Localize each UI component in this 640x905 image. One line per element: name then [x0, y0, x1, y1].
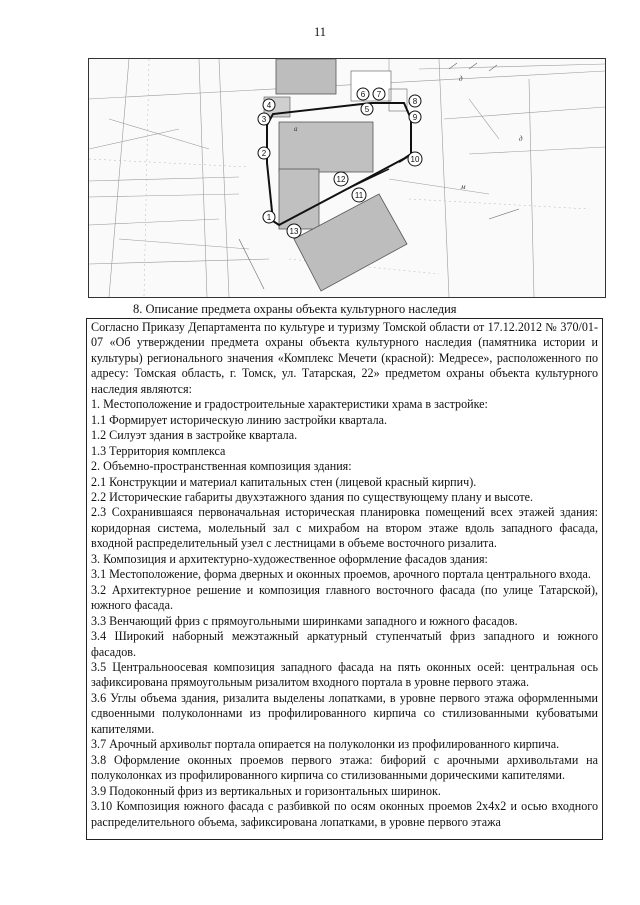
svg-text:13: 13	[289, 227, 299, 236]
svg-text:6: 6	[360, 90, 366, 99]
site-plan-map	[88, 58, 606, 298]
page-number: 11	[313, 25, 327, 39]
plan-label-d1: д	[459, 75, 463, 83]
marker-6	[357, 88, 369, 100]
marker-11	[352, 188, 366, 202]
marker-9	[409, 111, 421, 123]
plan-label-d2: д	[519, 135, 523, 143]
list-item: 3.6 Углы объема здания, ризалита выделены лопатками, в уровне первого этажа оформленными сдвоенными полуколоннами из профилированного кирпича со стилизованными кубоватыми капителями.	[91, 690, 598, 736]
list-item: 1. Местоположение и градостроительные характеристики храма в застройке:	[91, 397, 488, 412]
list-item: 1.2 Силуэт здания в застройке квартала.	[91, 428, 298, 443]
marker-12	[334, 172, 348, 186]
list-item: 3.9 Подоконный фриз из вертикальных и горизонтальных ширинок.	[91, 783, 441, 798]
plan-label-a: a	[294, 125, 298, 133]
protection-subject-box	[86, 318, 603, 840]
svg-text:1: 1	[266, 213, 272, 222]
list-item: 3. Композиция и архитектурно-художественное оформление фасадов здания:	[91, 551, 488, 566]
marker-2	[258, 147, 270, 159]
svg-text:5: 5	[364, 105, 370, 114]
list-item: 3.7 Арочный архивольт портала опирается на полуколонки из профилированного кирпича.	[91, 737, 560, 752]
list-item: 1.1 Формирует историческую линию застройки квартала.	[91, 412, 388, 427]
marker-3	[258, 113, 270, 125]
marker-13	[287, 224, 301, 238]
list-item: 3.2 Архитектурное решение и композиция главного восточного фасада (по улице Татарской), южного фасада.	[91, 582, 598, 613]
list-item: 2.2 Исторические габариты двухэтажного здания по существующему плану и высоте.	[91, 489, 534, 504]
svg-text:11: 11	[354, 191, 364, 200]
section-heading: 8. Описание предмета охраны объекта культурного наследия	[133, 302, 457, 316]
list-item: 2. Объемно-пространственная композиция здания:	[91, 459, 352, 474]
marker-7	[373, 88, 385, 100]
svg-text:8: 8	[412, 97, 418, 106]
list-item: 2.1 Конструкции и материал капитальных стен (лицевой красный кирпич).	[91, 474, 477, 489]
list-item: 3.5 Центральноосевая композиция западного фасада на пять оконных осей: центральная ось зафиксирована прямоугольным ризалитом входного портала в уровне первого этажа.	[91, 659, 598, 690]
svg-text:3: 3	[261, 115, 267, 124]
marker-4	[263, 99, 275, 111]
svg-text:4: 4	[266, 101, 272, 110]
svg-text:2: 2	[261, 149, 267, 158]
list-item: 3.8 Оформление оконных проемов первого этажа: бифорий с арочными архивольтами на полуколонках из профилированного кирпича со стилизованными дорическими капителями.	[91, 752, 598, 783]
list-item: 3.1 Местоположение, форма дверных и оконных проемов, арочного портала центрального входа.	[91, 567, 591, 582]
svg-text:12: 12	[336, 175, 346, 184]
list-item: 1.3 Территория комплекса	[91, 443, 226, 458]
list-item: 3.3 Венчающий фриз с прямоугольными ширинками западного и южного фасадов.	[91, 613, 518, 628]
svg-text:7: 7	[376, 90, 382, 99]
list-item: 2.3 Сохранившаяся первоначальная историческая планировка помещений всех этажей здания: коридорная система, молельный зал с михрабом на втором этаже вдоль западного фасада, входной распределительный узел с лестницами в объеме восточного ризалита.	[91, 505, 598, 551]
site-plan-drawing	[89, 59, 605, 297]
svg-text:9: 9	[412, 113, 418, 122]
marker-1	[263, 211, 275, 223]
list-item: 3.10 Композиция южного фасада с разбивкой по осям оконных проемов 2x4x2 и осью входного распределительного объема, зафиксирована лопатками, в уровне первого этажа	[91, 799, 598, 829]
marker-8	[409, 95, 421, 107]
plan-label-m: м	[461, 183, 466, 191]
intro-paragraph: Согласно Приказу Департамента по культуре и туризму Томской области от 17.12.2012 № 370/01-07 «Об утверждении предмета охраны объекта культурного наследия (памятника истории и культуры) регионального значения «Комплекс Мечети (красной): Медресе», расположенного по адресу: Томская область, г. Томск, ул. Татарская, 22» предметом охраны объекта культурного наследия являются:	[91, 320, 598, 396]
marker-5	[361, 103, 373, 115]
list-item: 3.4 Широкий наборный межэтажный аркатурный ступенчатый фриз западного и южного фасадов.	[91, 629, 598, 659]
marker-10	[408, 152, 422, 166]
svg-text:10: 10	[410, 155, 420, 164]
